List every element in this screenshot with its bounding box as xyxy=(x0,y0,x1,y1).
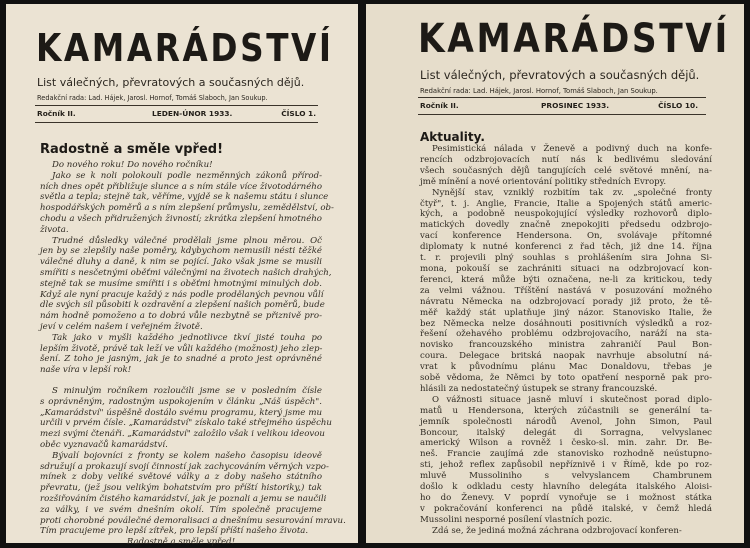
text-line: proti chorobné poválečné demoralisaci a dnešnímu sesurování mravu. xyxy=(40,515,346,526)
text-line: Jako se k noli polokouli podle nezměnných zákonů přírod- xyxy=(52,170,322,181)
issue-number: ČÍSLO 10. xyxy=(658,101,698,110)
masthead-title: KAMARÁDSTVÍ xyxy=(36,26,334,70)
text-line: nám hodně pomoženo a to dobrá vůle nezbytně se přiznivě pro- xyxy=(40,311,322,322)
text-line: šení. Z toho je jasným, jak je to snadné a proto jest oprávněné xyxy=(40,354,322,365)
text-line: rencích odzbrojovacích nutí nás k bedlivému sledování xyxy=(420,154,712,165)
text-line: sti, jehož reflex zapůsobil nepříznivě i v Římě, kde po roz- xyxy=(420,460,712,471)
text-line: došlo k odkladu cesty hlavního delegáta italského Aloisi- xyxy=(420,482,712,493)
text-line: řešení ožehavého problému odzbrojovacího, naráží na sta- xyxy=(420,329,712,340)
text-line: života. xyxy=(40,224,69,235)
text-line: Boncour, italský delegát di Sorragna, velvyslanec xyxy=(420,427,712,438)
text-line: t. r. projevili plný souhlas s prohlášením sira Johna Si- xyxy=(420,253,712,264)
text-line: mona, pokouší se zachrániti situaci na odzbrojovací kon- xyxy=(420,263,712,274)
text-line xyxy=(40,376,322,386)
masthead-rule-bottom xyxy=(418,114,706,115)
issue-date: LEDEN-ÚNOR 1933. xyxy=(152,109,233,118)
issue-info-row xyxy=(35,109,318,119)
text-line: vací konference Hendersona. On, svolávaje přítomné xyxy=(420,231,712,242)
text-line: Trudné důsledky válečné prodělali jsme plnou měrou. Oč xyxy=(52,235,322,246)
text-line: novisko francouzského ministra zahraničí Paul Bon- xyxy=(420,340,712,351)
text-line: světla a tepla; stejně tak, věříme, vyjdě se k našemu státu i slunce xyxy=(40,192,329,203)
text-line: Zdá se, že jediná možná záchrana odzbrojovací konferen- xyxy=(432,525,682,536)
text-line: rozšiřováním čistého kamarádství, jak je poznali a jemu se naučili xyxy=(40,493,327,504)
issue-volume: Ročník II. xyxy=(37,109,76,118)
text-line: mezi svými čtenáři. „Kamarádství" založilo však i velikou ideovou xyxy=(40,429,325,440)
left-newspaper-page xyxy=(6,4,358,548)
text-line: Mussolini nesporné posílení vlastních pozic. xyxy=(420,514,613,525)
text-line: coura. Delegace britská naopak navrhuje absolutní ná- xyxy=(420,351,712,362)
issue-volume: Ročník II. xyxy=(420,101,459,110)
text-line: sobě vědoma, že Němci by toto opatření nesporně pak pro- xyxy=(420,373,712,384)
text-line: stejně tak se musíme smířiti i s oběťmi hmotnými minulých dob. xyxy=(40,278,322,289)
text-line: hospodářských poměrů a s ním zlepšení průmyslu, zemědělství, ob- xyxy=(40,203,334,214)
masthead-rule-bottom xyxy=(35,122,318,123)
text-line: naše víra v lepší rok! xyxy=(40,365,132,376)
issue-number: ČÍSLO 1. xyxy=(281,109,316,118)
text-line: Bývalí bojovníci z fronty se kolem našeho časopisu ideově xyxy=(52,450,322,461)
masthead-title: KAMARÁDSTVÍ xyxy=(418,16,730,62)
text-line: Tak jako v myšli každého jednotlivce tkví jisté touha po xyxy=(52,332,322,343)
text-line: matů u Hendersona, kterých zúčastnili se generální ta- xyxy=(420,405,712,416)
text-line: za války, i ve svém dnešním okolí. Tím společně pracujeme xyxy=(40,504,322,515)
text-line: Nynější stav, vzniklý rozbitím tak zv. „společné fronty xyxy=(432,187,712,198)
text-line: jemník společnosti národů Avenol, John Simon, Paul xyxy=(420,416,712,427)
text-line: ních dnes opět přibližuje slunce a s ním stále více životodárného xyxy=(40,181,322,192)
text-line: návratu Německa na odzbrojovací porady již proto, že tě- xyxy=(420,296,712,307)
text-line: čtyř", t. j. Anglie, Francie, Italie a Spojených států americ- xyxy=(420,198,712,209)
text-line: převratu, (jež jsou velikým bohatstvím pro příští historiky,) tak xyxy=(40,483,322,494)
text-line: kých, a podobně neuspokojující výsledky rozhovorů diplo- xyxy=(420,209,712,220)
issue-date: PROSINEC 1933. xyxy=(541,101,610,110)
text-line: matických dovedly značně znepokojiti předsedu odzbrojo- xyxy=(420,220,712,231)
text-line: mluvě Mussoliniho s velvyslancem Chambrunem xyxy=(420,471,712,482)
article-body xyxy=(420,144,712,540)
text-line: mínek z doby veliké světové války a z doby našeho státního xyxy=(40,472,322,483)
masthead-rule-top xyxy=(418,97,706,98)
masthead-rule-top xyxy=(35,105,318,106)
text-line: jeví v celém našem i veřejném životě. xyxy=(40,321,203,332)
text-line: válečné dluhy a daně, k nim se pojící. Jako však jsme se musili xyxy=(40,257,322,268)
text-line: jen by se zlepšily naše poměry, kdybychom nemusili nésti těžké xyxy=(40,246,322,257)
text-line: ho do Ženevy. V poprdí vynořuje se i možnost státka xyxy=(420,493,712,503)
text-line: chodu a všech přidružených živností; zkrátka zlepšení hmotného xyxy=(40,213,322,224)
masthead-subtitle: List válečných, převratových a současných dějů. xyxy=(420,68,700,82)
text-line: neš. Francie zaujímá zde stanovisko rozhodně neústupno- xyxy=(420,449,712,460)
text-line: oběc vyznavačů kamarádství. xyxy=(40,439,168,450)
text-line: hlásili za nedostatečný ústupek se strany francouzské. xyxy=(420,383,658,394)
issue-info-row xyxy=(418,101,706,111)
masthead-subtitle: List válečných, převratových a současných dějů. xyxy=(37,76,305,89)
text-line: Radostně a směle vpřed! xyxy=(126,537,236,548)
editorial-board: Redakční rada: Lad. Hájek, Jarosl. Hornof, Tomáš Slaboch, Jan Soukup. xyxy=(37,94,268,102)
text-line: smířiti s nesčetnými oběťmi válečnými na životech našich drahých, xyxy=(40,267,332,278)
article-headline: Aktuality. xyxy=(420,130,485,144)
text-line: O vážnosti situace jasně mluví i skutečnost porad diplo- xyxy=(432,394,712,405)
text-line: diplomaty k nutné konferenci z řad těch, již dne 14. října xyxy=(420,242,712,253)
text-line: bez Německa nelze dosáhnouti positivních výsledků a roz- xyxy=(420,318,712,329)
text-line: v pokračování konferenci na půdě italské, v čemž hledá xyxy=(420,503,712,514)
text-line: sdružují a prokazují svojí činností jak zachycováním věrných vzpo- xyxy=(40,461,329,472)
text-line: americký Wilson a rovněž i česko-sl. min. zahr. Dr. Be- xyxy=(420,438,712,449)
text-line: měř každý stát uplatňuje jiný názor. Stanovisko Italie, že xyxy=(420,307,712,318)
text-line: vrat k původnímu plánu Mac Donaldovu, třebas je xyxy=(420,362,712,373)
article-body xyxy=(40,160,346,548)
text-line: S minulým ročníkem rozloučili jsme se v posledním čísle xyxy=(52,385,322,396)
right-newspaper-page xyxy=(366,4,744,543)
article-headline: Radostně a směle vpřed! xyxy=(40,142,224,157)
text-line: „Kamarádství" úspěšně dostálo svému programu, který jsme mu xyxy=(40,407,322,418)
text-line: dle svých sil působiti k ozdravění a zlepšení našich poměrů, bude xyxy=(40,300,325,311)
text-line: s oprávněným, radostným uspokojením v článku „Náš úspěch". xyxy=(40,396,322,407)
text-line: lepším životě, právě tak leží ve vůli každého (možnost) jeho zlep- xyxy=(40,343,323,354)
text-line: všech současných dějů tangujících celé světové mnění, na- xyxy=(420,165,712,176)
editorial-board: Redakční rada: Lad. Hájek, Jarosl. Hornof, Tomáš Slaboch, Jan Soukup. xyxy=(420,87,658,95)
text-line: určili v prvém čísle. „Kamarádství" získalo také střejmého úspěchu xyxy=(40,418,332,429)
text-line: Pesimistická nálada v Ženevě a podivný duch na konfe- xyxy=(432,144,712,154)
text-line: Tím pracujeme pro lepší zítřek, pro lepší příští našeho života. xyxy=(40,526,309,537)
text-line: za velmi vážnou. Tříštění nastává v posuzování možného xyxy=(420,285,712,296)
text-line: ferenci, která může býti označena, ne-li za kritickou, tedy xyxy=(420,274,712,285)
text-line: jmě mínění a nové orientování politiky středních Evropy. xyxy=(420,176,667,187)
text-line: Když ale nyní pracuje každý z nás podle prodělaných pevnou vůlí xyxy=(40,289,324,300)
text-line: Do nového roku! Do nového ročníku! xyxy=(52,160,213,170)
